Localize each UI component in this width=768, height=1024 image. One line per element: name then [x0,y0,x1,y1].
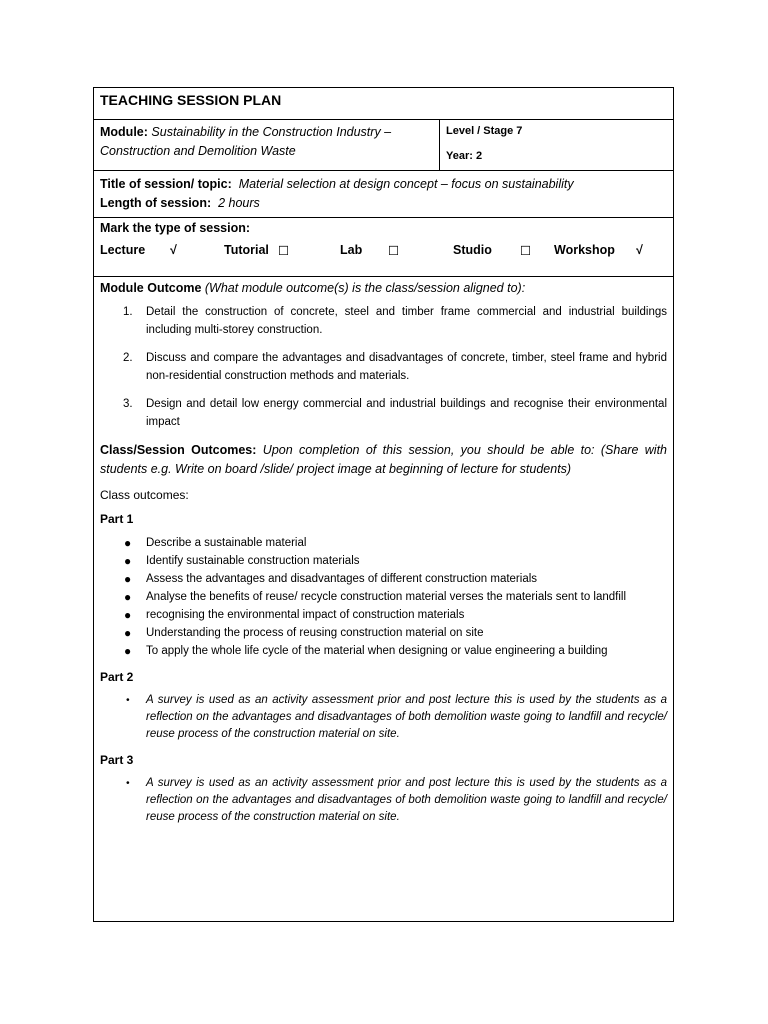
part3-list [100,775,667,826]
session-plan-document [93,87,674,922]
session-type-heading: Mark the type of session: [100,221,251,235]
session-title-label: Title of session/ topic: [100,177,232,191]
list-item: ● Describe a sustainable material [124,536,307,550]
year-label: Year: 2 [446,150,483,162]
type-lab-checkbox: ☐ [388,244,400,258]
module-outcome-list [100,303,667,431]
list-item: ● Identify sustainable construction materials [124,554,360,568]
type-lecture-label: Lecture [100,243,146,257]
session-type-row [94,218,673,277]
list-item: • A survey is used as an activity assessment prior and post lecture this is used by the students as a reflection on the advantages and disadvantages of both demolition waste going to landfill and recycle/ reuse process of the construction material on site. [126,777,667,823]
part2-list [100,692,667,743]
module-cell [94,120,440,170]
module-label: Module: [100,125,148,139]
session-length-label: Length of session: [100,196,212,210]
part2-label: Part 2 [100,670,134,684]
level-label: Level / Stage 7 [446,125,523,137]
class-outcomes-sublabel: Class outcomes: [100,488,189,502]
type-studio-label: Studio [453,243,492,257]
level-year-cell [440,120,673,170]
class-outcomes-text: Upon completion of this session, you should be able to: (Share with students e.g. Write on board /slide/ project image at beginning of lecture for students) [100,443,668,476]
list-item: ● recognising the environmental impact of construction materials [124,608,465,622]
type-workshop-label: Workshop [554,243,615,257]
part1-list [100,534,667,660]
session-length-value: 2 hours [218,196,260,210]
list-item: 1. Detail the construction of concrete, steel and timber frame commercial and industrial buildings including multi-storey construction. [123,306,667,336]
class-outcomes-intro [100,441,667,478]
module-outcome-paren: (What module outcome(s) is the class/session aligned to): [204,281,526,295]
type-tutorial-label: Tutorial [224,243,269,257]
list-item: ● Analyse the benefits of reuse/ recycle construction material verses the materials sent to landfill [124,590,627,604]
type-lecture-check: √ [170,243,177,257]
module-outcome-label: Module Outcome [100,281,202,295]
type-tutorial-checkbox: ☐ [278,244,290,258]
list-item: 2. Discuss and compare the advantages and disadvantages of concrete, timber, steel frame and hybrid non-residential construction methods and materials. [123,352,667,382]
list-item: 3. Design and detail low energy commercial and industrial buildings and recognise their environmental impact [123,398,667,428]
module-row [94,120,673,171]
type-studio-checkbox: ☐ [520,244,532,258]
page-title: TEACHING SESSION PLAN [94,88,673,120]
part3-label: Part 3 [100,753,134,767]
list-item: ● Assess the advantages and disadvantages of different construction materials [124,572,538,586]
session-type-options [100,243,667,263]
type-lab-label: Lab [340,243,363,257]
part1-label: Part 1 [100,512,134,526]
list-item: • A survey is used as an activity assessment prior and post lecture this is used by the students as a reflection on the advantages and disadvantages of both demolition waste going to landfill and recycle/ reuse process of the construction material on site. [126,694,667,740]
list-item: ● Understanding the process of reusing construction material on site [124,626,484,640]
module-value: Sustainability in the Construction Industry – Construction and Demolition Waste [100,125,392,158]
session-title-value: Material selection at design concept – focus on sustainability [238,177,574,191]
type-workshop-check: √ [636,243,643,257]
list-item: ● To apply the whole life cycle of the material when designing or value engineering a building [124,644,608,658]
class-outcomes-label: Class/Session Outcomes: [100,443,257,457]
outcomes-section [94,277,673,830]
session-info-row [94,171,673,218]
